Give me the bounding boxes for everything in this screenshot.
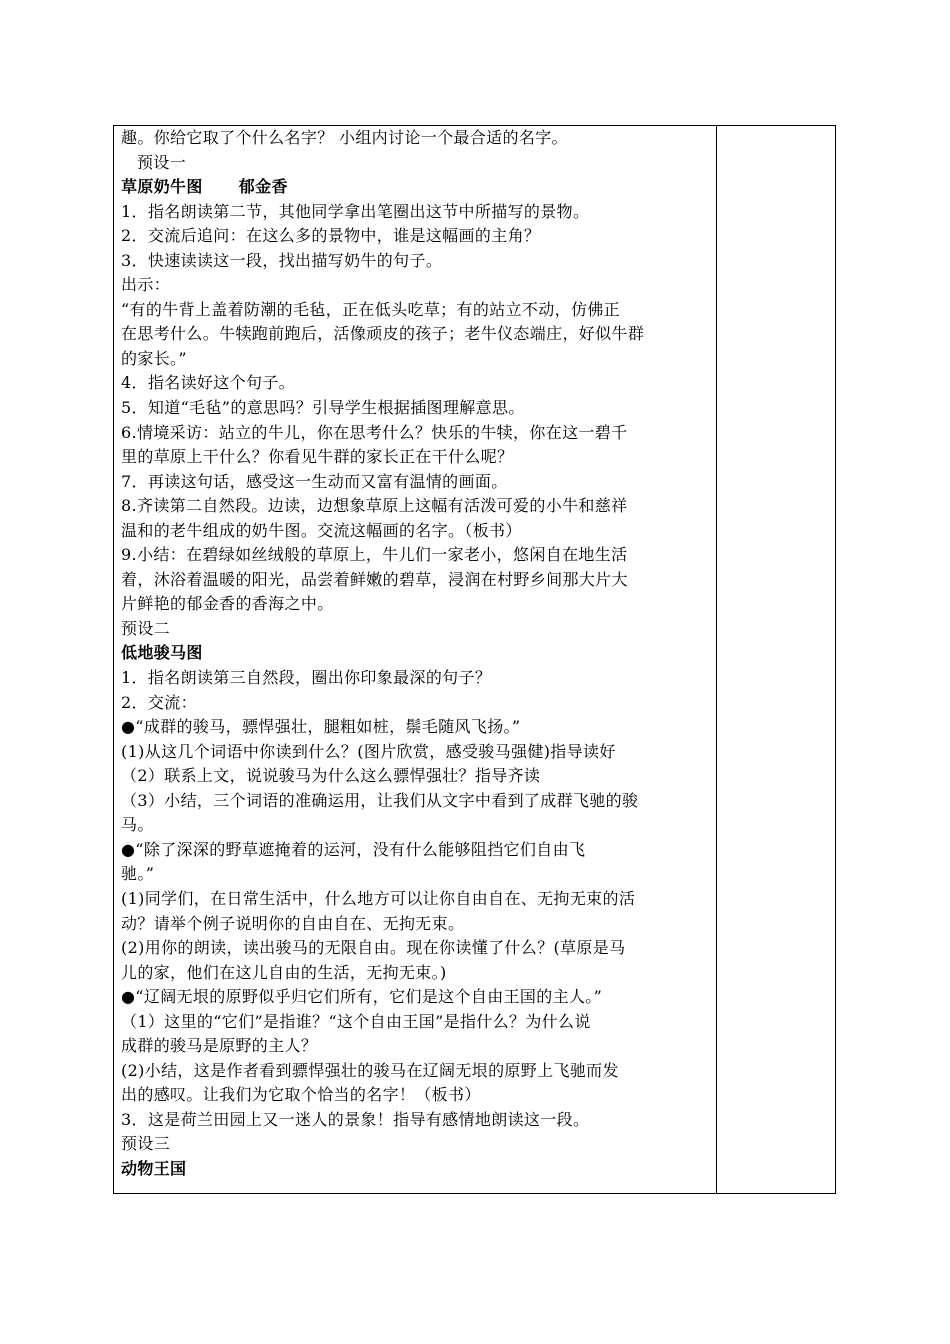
text-line [121,764,712,789]
line-text: 儿的家，他们在这儿自由的生活，无拘无束。) [121,962,447,982]
text-line [121,838,712,863]
text-line [121,887,712,912]
line-text: 预设三 [121,1134,171,1154]
line-text: （2）联系上文，说说骏马为什么这么骠悍强壮？指导齐读 [121,766,541,786]
line-text: 2．交流后追问：在这么多的景物中，谁是这幅画的主角？ [121,226,541,246]
text-line [121,1083,712,1108]
text-line [121,912,712,937]
line-text: 在思考什么。牛犊跑前跑后，活像顽皮的孩子；老牛仪态端庄，好似牛群 [121,324,645,344]
line-text: 驰。” [121,864,155,884]
line-text: 9.小结：在碧绿如丝绒般的草原上，牛儿们一家老小，悠闲自在地生活 [121,545,628,565]
text-line [121,371,712,396]
notes-cell [717,126,835,1193]
text-line [121,715,712,740]
text-line [121,691,712,716]
line-text: （3）小结，三个词语的准确运用，让我们从文字中看到了成群飞驰的骏 [121,790,639,810]
line-text: 马。 [121,815,154,835]
line-text: （1）这里的“它们”是指谁？“这个自由王国”是指什么？为什么说 [121,1011,591,1031]
text-line [121,862,712,887]
text-line [121,445,712,470]
line-text: 成群的骏马是原野的主人？ [121,1036,318,1056]
line-text: 6.情境采访：站立的牛儿，你在思考什么？快乐的牛犊，你在这一碧千 [121,422,628,442]
text-line [121,322,712,347]
line-text: 3．这是荷兰田园上又一迷人的景象！指导有感情地朗读这一段。 [121,1109,590,1129]
text-line [121,813,712,838]
line-text: 着，沐浴着温暖的阳光，品尝着鲜嫩的碧草，浸润在村野乡间那大片大 [121,569,628,589]
line-text: 3．快速读读这一段，找出描写奶牛的句子。 [121,250,443,270]
line-text: 趣。你给它取了个什么名字？ 小组内讨论一个最合适的名字。 [121,128,568,147]
text-line [121,494,712,519]
line-text: 动物王国 [121,1158,187,1178]
text-line [121,224,712,249]
text-line [121,126,712,151]
text-line [121,273,712,298]
line-text: 7．再读这句话，感受这一生动而又富有温情的画面。 [121,471,508,491]
line-text: ●“除了深深的野草遮掩着的运河，没有什么能够阻挡它们自由飞 [121,839,586,859]
line-text: 的家长。” [121,348,187,368]
line-text: 动？请举个例子说明你的自由自在、无拘无束。 [121,913,465,933]
line-text: ●“成群的骏马，骠悍强壮，腿粗如桩，鬃毛随风飞扬。” [121,717,521,737]
line-text: 8.齐读第二自然段。边读，边想象草原上这幅有活泼可爱的小牛和慈祥 [121,496,628,516]
text-line [121,249,712,274]
text-line [121,936,712,961]
text-line [121,961,712,986]
line-text: 预设一 [137,152,187,172]
line-text: ●“辽阔无垠的原野似乎归它们所有，它们是这个自由王国的主人。” [121,987,603,1007]
line-text: 1．指名朗读第二节，其他同学拿出笔圈出这节中所描写的景物。 [121,201,590,221]
text-line [121,470,712,495]
line-text: 片鲜艳的郁金香的香海之中。 [121,594,334,614]
text-line [121,151,712,176]
line-text: 预设二 [121,618,171,638]
line-text: (1)同学们，在日常生活中，什么地方可以让你自由自在、无拘无束的活 [121,888,636,908]
text-line [121,1010,712,1035]
line-text: 出的感叹。让我们为它取个恰当的名字！（板书） [121,1085,481,1105]
line-text: 温和的老牛组成的奶牛图。交流这幅画的名字。（板书） [121,520,522,540]
line-text: 出示： [121,275,171,295]
line-text: 5．知道“毛毡”的意思吗？引导学生根据插图理解意思。 [121,398,525,418]
text-line [121,592,712,617]
section-heading [121,1157,712,1182]
text-line [121,789,712,814]
text-line [121,543,712,568]
line-text: (2)用你的朗读，读出骏马的无限自由。现在你读懂了什么？(草原是马 [121,938,626,958]
line-text-secondary: 郁金香 [238,177,288,197]
text-line [121,1059,712,1084]
text-line [121,200,712,225]
text-line [121,1034,712,1059]
text-line [121,617,712,642]
line-text: 低地骏马图 [121,643,203,663]
lesson-plan-table [113,125,836,1194]
text-line [121,519,712,544]
text-line [121,298,712,323]
text-line [121,568,712,593]
line-text: 草原奶牛图 [121,177,203,197]
text-line [121,347,712,372]
section-heading [121,175,712,200]
text-line [121,1108,712,1133]
text-line [121,1132,712,1157]
line-text: (2)小结，这是作者看到骠悍强壮的骏马在辽阔无垠的原野上飞驰而发 [121,1060,619,1080]
text-line [121,396,712,421]
text-line [121,740,712,765]
text-line [121,421,712,446]
line-text: 4．指名读好这个句子。 [121,373,296,393]
lesson-content-cell [114,126,717,1193]
line-text: 里的草原上干什么？你看见牛群的家长正在干什么呢？ [121,447,514,467]
line-text: 2．交流： [121,692,197,712]
section-heading [121,641,712,666]
text-line [121,985,712,1010]
text-line [121,666,712,691]
line-text: “有的牛背上盖着防潮的毛毡，正在低头吃草；有的站立不动，仿佛正 [121,299,621,319]
line-text: 1．指名朗读第三自然段，圈出你印象最深的句子？ [121,668,492,688]
line-text: (1)从这几个词语中你读到什么？(图片欣赏，感受骏马强健)指导读好 [121,741,616,761]
